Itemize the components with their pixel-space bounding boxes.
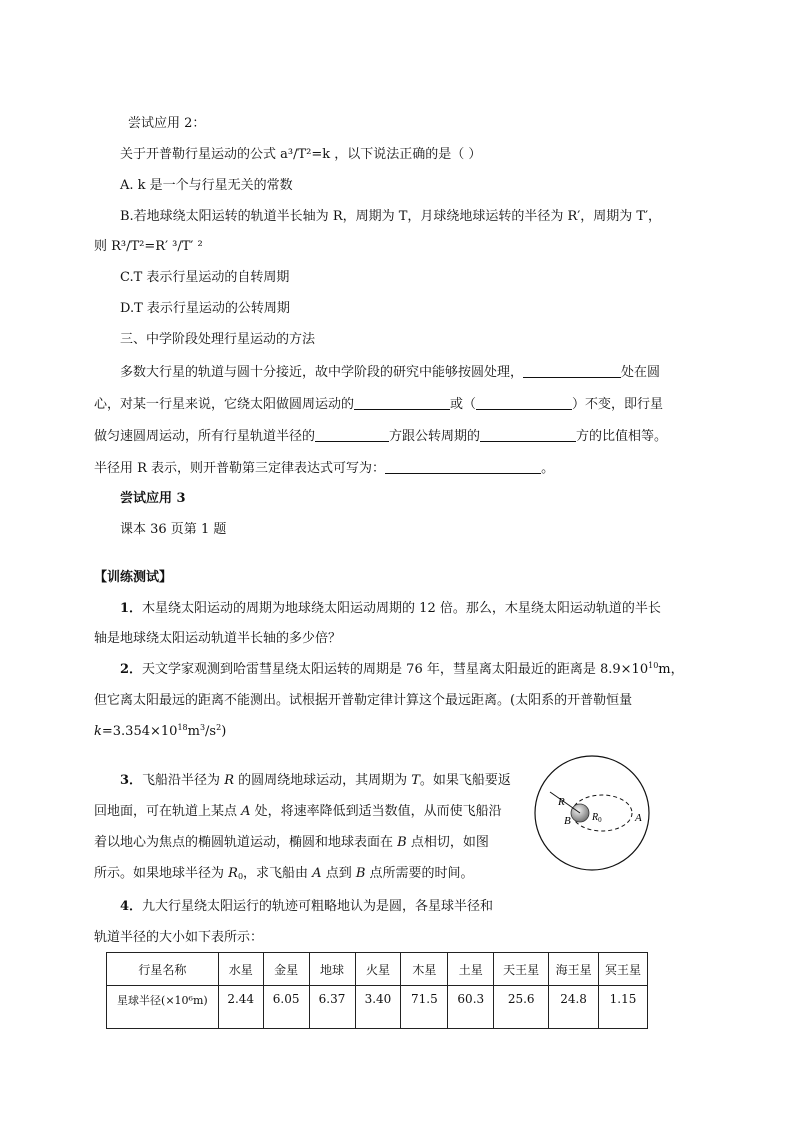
trial2-option-b-line1: B.若地球绕太阳运转的轨道半长轴为 R，周期为 T，月球绕地球运转的半径为 R′，周期为 T′，: [120, 209, 662, 224]
trial2-option-a: A. k 是一个与行星无关的常数: [120, 178, 293, 193]
q2-text: m，: [658, 662, 684, 677]
q2-exponent: 10: [648, 661, 659, 670]
q2-text: 天文学家观测到哈雷彗星绕太阳运转的周期是 76 年，彗星离太阳最近的距离是 8.9×10: [142, 662, 649, 677]
fill-blank[interactable]: [315, 427, 389, 442]
table-header-cell: 木星: [401, 953, 448, 986]
label-B: B: [564, 815, 571, 827]
table-row-label: 星球半径(×10⁶m): [107, 986, 219, 1029]
q2-text: m: [187, 724, 200, 739]
q2-text: /s: [205, 724, 217, 739]
table-header-cell: 火星: [355, 953, 401, 986]
section3-line3: [94, 427, 667, 446]
q3-symbol: R: [224, 773, 234, 788]
section3-text: 做匀速圆周运动，所有行星轨道半径的: [94, 429, 316, 444]
table-header-cell: 土星: [448, 953, 494, 986]
q2-exponent: 3: [199, 723, 206, 732]
q4-number: 4．: [120, 899, 143, 914]
q3-symbol: B: [397, 835, 407, 850]
q3-text: ，求飞船由: [243, 866, 313, 881]
q3-symbol: B: [355, 866, 366, 881]
q2-k-symbol: k: [94, 724, 102, 739]
section3-text: 处在圆: [621, 365, 661, 380]
q3-symbol: T: [411, 773, 420, 788]
q3-text: 回地面，可在轨道上某点: [94, 804, 242, 819]
q2-line3: [94, 723, 226, 741]
q2-text: ): [221, 724, 227, 739]
q2-text: =3.354×10: [101, 724, 178, 739]
table-header-cell: 水星: [218, 953, 263, 986]
section3-heading: 三、中学阶段处理行星运动的方法: [120, 332, 316, 347]
training-heading: 【训练测试】: [94, 570, 173, 585]
q2-line2: 但它离太阳最远的距离不能测出。试根据开普勒定律计算这个最远距离。(太阳系的开普勒恒量: [94, 693, 633, 708]
q2-number: 2．: [120, 662, 143, 677]
q3-line3: [94, 834, 489, 852]
table-cell: 6.05: [263, 986, 309, 1029]
table-header-row: [107, 953, 648, 986]
q2-exponent: 2: [216, 723, 222, 732]
trial3-heading: 尝试应用 3: [120, 491, 186, 506]
q3-line4: [94, 865, 474, 883]
section3-text: 多数大行星的轨道与圆十分接近，故中学阶段的研究中能够按圆处理，: [120, 365, 524, 380]
q3-text: 点到: [321, 866, 356, 881]
table-cell: 25.6: [494, 986, 549, 1029]
q3-symbol: A: [312, 866, 322, 881]
q1-text: 木星绕太阳运动的周期为地球绕太阳运动周期的 12 倍。那么，木星绕太阳运动轨道的半长: [142, 601, 661, 616]
table-cell: 3.40: [355, 986, 401, 1029]
section3-line2: [94, 395, 663, 414]
q4-text: 九大行星绕太阳运行的轨迹可粗略地认为是圆，各星球半径和: [142, 899, 494, 914]
table-header-cell: 行星名称: [107, 953, 219, 986]
label-R0: $R_0$: [592, 812, 602, 824]
section3-text: 方跟公转周期的: [389, 429, 481, 444]
q2-exponent: 18: [177, 723, 188, 732]
table-header-cell: 金星: [263, 953, 309, 986]
trial2-heading: 尝试应用 2：: [128, 116, 206, 131]
section3-text: ）不变，即行星: [572, 397, 664, 412]
section3-line1: [120, 363, 660, 382]
q4-line2: 轨道半径的大小如下表所示：: [94, 930, 264, 945]
table-cell: 1.15: [599, 986, 648, 1029]
q1-number: 1．: [120, 601, 143, 616]
section3-text: 。: [541, 461, 555, 476]
q3-text: 。如果飞船要返: [419, 773, 511, 788]
trial2-question: 关于开普勒行星运动的公式 a³/T²=k ，以下说法正确的是（ ）: [120, 147, 482, 162]
trial2-option-c: C.T 表示行星运动的自转周期: [120, 270, 290, 285]
q4-line1: [120, 898, 493, 916]
trial2-option-b-line2: 则 R³/T²=R′ ³/T′ ²: [94, 239, 203, 254]
fill-blank[interactable]: [385, 459, 541, 474]
table-header-cell: 海王星: [549, 953, 599, 986]
table-header-cell: 冥王星: [599, 953, 648, 986]
q2-line1: [120, 661, 684, 679]
q3-subscript: 0: [237, 872, 244, 881]
q3-number: 3．: [120, 773, 143, 788]
table-cell: 24.8: [549, 986, 599, 1029]
table-cell: 71.5: [401, 986, 448, 1029]
q3-text: 处，将速率降低到适当数值，从而使飞船沿: [250, 804, 502, 819]
q3-text: 的圆周绕地球运动，其周期为: [233, 773, 412, 788]
table-header-cell: 地球: [309, 953, 355, 986]
section3-text: 方的比值相等。: [576, 429, 668, 444]
q3-text: 点相切，如图: [406, 835, 489, 850]
trial2-option-d: D.T 表示行星运动的公转周期: [120, 301, 290, 316]
planet-table: [106, 952, 648, 1029]
q1-line1: [120, 600, 661, 618]
fill-blank[interactable]: [523, 363, 621, 378]
section3-text: 心，对某一行星来说，它绕太阳做圆周运动的: [94, 397, 355, 412]
orbit-diagram: [532, 752, 654, 874]
q3-symbol: R: [228, 866, 238, 881]
q3-text: 点所需要的时间。: [365, 866, 474, 881]
trial3-text: 课本 36 页第 1 题: [120, 522, 227, 537]
q3-line1: [120, 772, 511, 790]
fill-blank[interactable]: [480, 427, 576, 442]
section3-text: 半径用 R 表示，则开普勒第三定律表达式可写为：: [94, 461, 386, 476]
section3-line4: [94, 459, 554, 478]
q1-line2: 轴是地球绕太阳运动轨道半长轴的多少倍？: [94, 631, 342, 646]
table-row: [107, 986, 648, 1029]
section3-text: 或（: [450, 397, 477, 412]
q3-symbol: A: [241, 804, 251, 819]
table-cell: 2.44: [218, 986, 263, 1029]
table-header-cell: 天王星: [494, 953, 549, 986]
fill-blank[interactable]: [476, 395, 572, 410]
fill-blank[interactable]: [354, 395, 450, 410]
table-cell: 6.37: [309, 986, 355, 1029]
q3-line2: [94, 803, 502, 821]
q3-text: 所示。如果地球半径为: [94, 866, 229, 881]
label-A: A: [635, 812, 642, 824]
q3-text: 飞船沿半径为: [142, 773, 225, 788]
q3-text: 着以地心为焦点的椭圆轨道运动，椭圆和地球表面在: [94, 835, 398, 850]
label-R: R: [558, 796, 565, 808]
table-cell: 60.3: [448, 986, 494, 1029]
